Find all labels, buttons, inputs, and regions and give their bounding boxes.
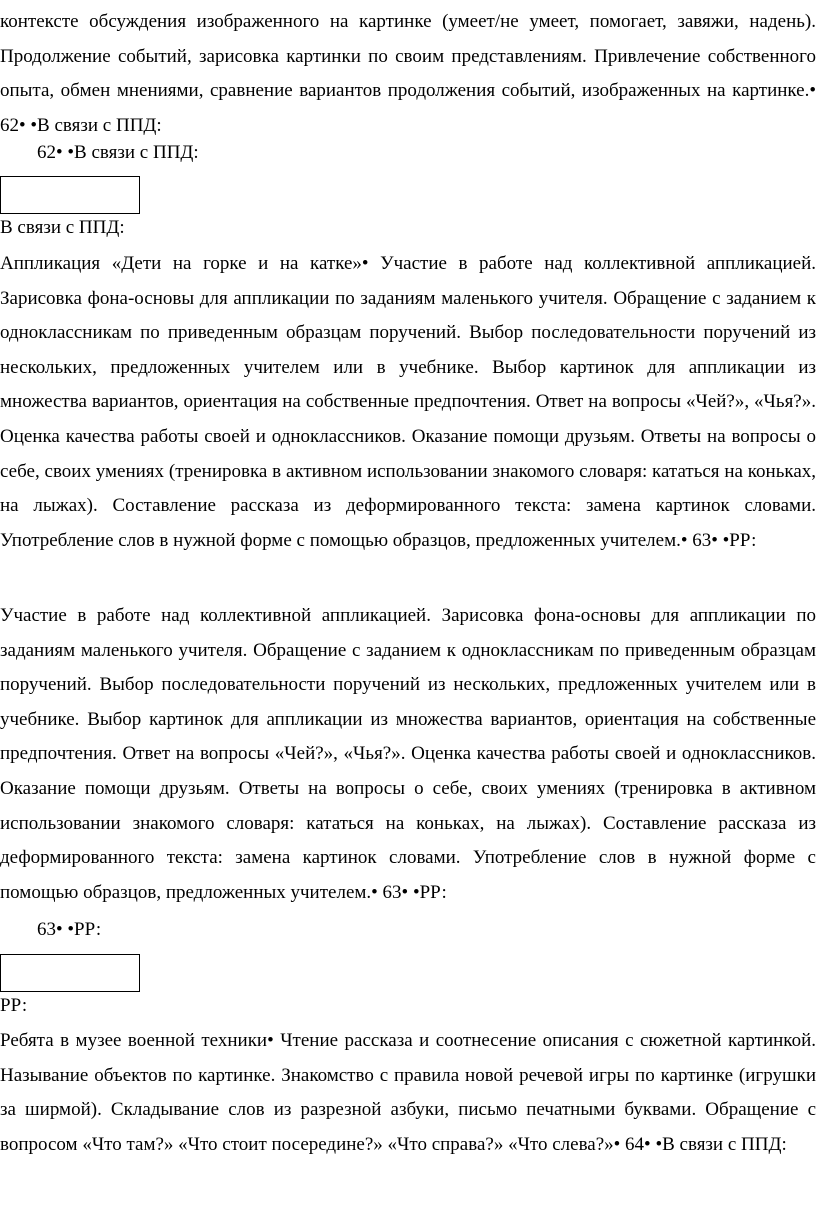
paragraph-museum: Ребята в музее военной техники• Чтение рассказа и соотнесение описания с сюжетной картинкой. Называние объектов по картинке. Знакомство с правила новой речевой игры по картинке (игрушки за ширмой). Складывание слов из разрезной азбуки, письмо печатными буквами. Обращение с вопросом «Что там?» «Что стоит посередине?» «Что справа?» «Что слева?»• 64• •В связи с ППД: [0, 1030, 816, 1155]
section-heading-62: 62• •В связи с ППД: [37, 142, 199, 163]
paragraph-applique: Аппликация «Дети на горке и на катке»• Участие в работе над коллективной аппликацией. Зарисовка фона-основы для аппликации по заданиям маленького учителя. Обращение с заданием к одноклассникам по приведенным образцам поручений. Выбор последовательности поручений из нескольких, предложенных учителем или в учебнике. Выбор картинок для аппликации из множества вариантов, ориентация на собственные предпочтения. Ответ на вопросы «Чей?», «Чья?». Оценка качества работы своей и одноклассников. Оказание помощи друзьям. Ответы на вопросы о себе, своих умениях (тренировка в активном использовании знакомого словаря: кататься на коньках, на лыжах). Составление рассказа из деформированного текста: замена картинок словами. Употребление слов в нужной форме с помощью образцов, предложенных учителем.• 63• •РР: [0, 253, 816, 551]
section-heading-63: 63• •РР: [37, 919, 102, 940]
empty-table-cell [0, 954, 140, 992]
empty-table-cell [0, 176, 140, 214]
paragraph-collective-work: Участие в работе над коллективной аппликацией. Зарисовка фона-основы для аппликации по заданиям маленького учителя. Обращение с заданием к одноклассникам по приведенным образцам поручений. Выбор последовательности поручений из нескольких, предложенных учителем или в учебнике. Выбор картинок для аппликации из множества вариантов, ориентация на собственные предпочтения. Ответ на вопросы «Чей?», «Чья?». Оценка качества работы своей и одноклассников. Оказание помощи друзьям. Ответы на вопросы о себе, своих умениях (тренировка в активном использовании знакомого словаря: кататься на коньках, на лыжах). Составление рассказа из деформированного текста: замена картинок словами. Употребление слов в нужной форме с помощью образцов, предложенных учителем.• 63• •РР: [0, 605, 816, 903]
paragraph-continuation: контексте обсуждения изображенного на картинке (умеет/не умеет, помогает, завяжи, надень). Продолжение событий, зарисовка картинки по своим представлениям. Привлечение собственного опыта, обмен мнениями, сравнение вариантов продолжения событий, изображенных на картинке.• 62• •В связи с ППД: [0, 11, 816, 136]
section-label-ppd: В связи с ППД: [0, 217, 125, 238]
section-label-rr: РР: [0, 995, 28, 1016]
